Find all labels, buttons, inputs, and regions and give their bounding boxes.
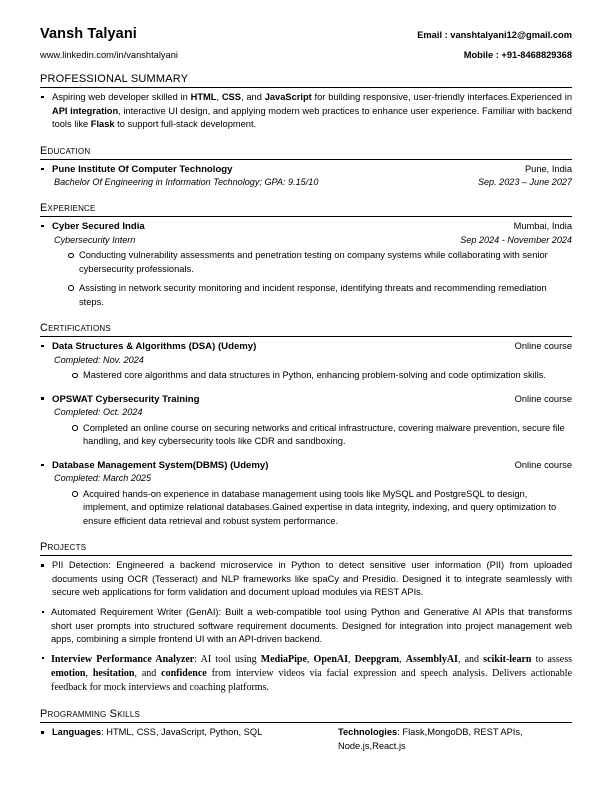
certification-bullet-text: Completed an online course on securing networks and critical infrastructure, covering malware prevention, secure file handling, and key cybersecurity tools like CDR and sandboxing. [83,422,565,447]
section-programming-skills [40,708,572,753]
certification-mode: Online course [514,459,572,470]
certification-completed: Completed: Nov. 2024 [54,354,144,365]
certification-entry-head [40,340,572,353]
divider-skills [40,722,572,723]
project-description: Automated Requirement Writer (GenAI): Built a web-compatible tool using Python and Generative AI APIs that transforms short user prompts into structured software requirement documents. Designed for integration into project management web apps, combining a simple frontend UI with an API-driven backend. [51,607,572,645]
education-entry [40,163,572,189]
project-description: PII Detection: Engineered a backend microservice in Python to detect sensitive user information (PII) from uploaded documents using OCR (Tesseract) and NLP frameworks like spaCy and Presidio. Designed it to integrate seamlessly with secure web applications for form validation and document upload modules via REST APIs. [52,560,572,598]
certification-entry-left [40,340,515,353]
skills-languages [52,726,338,739]
skills-technologies [338,726,572,753]
skills-row [40,726,572,753]
list-item [40,282,572,309]
summary-bold-html: HTML [190,92,217,102]
section-certifications [40,322,572,528]
list-item [40,369,572,382]
certification-bullets [40,422,572,449]
certification-entry-head [40,459,572,472]
education-entry-head [40,163,572,176]
circle-bullet-icon [70,488,83,501]
certification-entry [40,340,572,383]
certification-entry [40,393,572,449]
linkedin-url[interactable]: www.linkedin.com/in/vanshtalyani [40,50,178,60]
header-secondary [40,50,572,60]
summary-bold-css: CSS [221,92,241,102]
certification-entry [40,459,572,529]
section-title-experience: Experience [40,202,96,215]
square-bullet-icon [40,393,52,406]
mobile-text: Mobile : +91-8468829368 [463,50,572,60]
certification-entry-head [40,393,572,406]
circle-bullet-icon [70,369,83,382]
certification-entry-sub [40,472,572,485]
experience-bullet-text: Conducting vulnerability assessments and penetration testing on company systems while collaborating with senior cybersecurity professionals. [79,250,548,274]
section-title-education: Education [40,144,91,157]
experience-bullets [40,249,572,309]
summary-text [52,91,572,132]
certification-entry-left [40,393,515,406]
experience-entry-sub [40,234,572,247]
circle-bullet-icon [66,249,79,262]
list-item [40,249,572,276]
skills-languages-label: Languages [52,727,102,738]
section-experience [40,202,572,309]
certification-title: Database Management System(DBMS) (Udemy) [52,459,269,471]
divider-projects [40,555,572,556]
certification-bullet-text: Mastered core algorithms and data structures in Python, enhancing problem-solving and code optimization skills. [83,370,547,381]
project-item [40,559,572,600]
skills-languages-value: : HTML, CSS, JavaScript, Python, SQL [101,727,263,738]
experience-entry-head [40,220,572,233]
email-text: Email : vanshtalyani12@gmail.com [417,30,572,40]
certification-completed: Completed: March 2025 [54,473,152,484]
section-title-projects: Projects [40,541,87,554]
square-bullet-icon [40,163,52,176]
certification-bullets [40,369,572,382]
experience-company: Cyber Secured India [52,221,145,233]
experience-entry [40,220,572,309]
summary-bullet-row [40,91,572,132]
section-projects [40,541,572,695]
education-degree: Bachelor Of Engineering in Information Technology; GPA: 9.15/10 [54,177,319,188]
experience-bullet-text: Assisting in network security monitoring and incident response, identifying threats and recommending remediation steps. [79,283,547,307]
summary-part-6: to support full-stack development. [114,119,257,130]
list-item [40,422,572,449]
divider-summary [40,87,572,88]
experience-dates: Sep 2024 - November 2024 [460,234,572,245]
divider-experience [40,216,572,217]
summary-part-5: , interactive UI design, and applying modern web practices to enhance user experience. Familiar with backend tools like [52,105,572,130]
summary-bold-api: API integration [52,105,119,116]
experience-location: Mumbai, India [513,221,572,232]
section-professional-summary [40,73,572,132]
skills-technologies-label: Technologies [338,727,398,738]
section-title-skills: Programming Skills [40,708,141,721]
summary-part-1: Aspiring web developer skilled in [52,92,191,102]
circle-bullet-icon [70,422,83,435]
square-bullet-icon [40,653,51,667]
circle-bullet-icon [66,282,79,295]
education-entry-left [40,163,525,176]
square-bullet-icon [40,220,52,233]
skills-technologies-value: : Flask,MongoDB, REST APIs, Node.js,React.js [338,727,523,751]
certification-title: Data Structures & Algorithms (DSA) (Udemy) [52,341,257,353]
education-dates: Sep. 2023 – June 2027 [477,177,572,188]
section-education [40,145,572,189]
experience-entry-left [40,220,514,233]
section-title-summary: PROFESSIONAL SUMMARY [40,73,189,85]
certification-completed: Completed: Oct. 2024 [54,407,143,418]
project-item [40,606,572,647]
project-item [40,653,572,696]
summary-bold-flask: Flask [90,119,115,130]
square-bullet-icon [40,726,52,739]
summary-part-4: for building responsive, user-friendly interfaces.Experienced in [311,92,572,102]
square-bullet-icon [40,91,52,104]
summary-part-2: , [216,92,222,102]
education-institution: Pune Institute Of Computer Technology [52,163,233,175]
list-item [40,488,572,528]
square-bullet-icon [40,340,52,353]
divider-certifications [40,336,572,337]
certification-entry-sub [40,354,572,367]
certification-bullets [40,488,572,528]
summary-bold-javascript: JavaScript [264,92,312,102]
square-bullet-icon [40,559,52,572]
certification-entry-sub [40,406,572,419]
candidate-name: Vansh Talyani [40,26,137,42]
square-bullet-icon [40,606,51,620]
section-title-certifications: Certifications [40,322,111,335]
certification-mode: Online course [514,341,572,352]
certification-entry-left [40,459,515,472]
square-bullet-icon [40,459,52,472]
project-description: Interview Performance Analyzer: AI tool using MediaPipe, OpenAI, Deepgram, AssemblyAI, and scikit-learn to assess emotion, hesitation, and confidence from interview videos via facial expression and speech analysis. Delivers actionable feedback for mock interviews and coaching platforms. [51,653,573,694]
header [40,26,572,42]
education-location: Pune, India [524,163,572,174]
experience-role: Cybersecurity Intern [54,234,136,245]
certification-title: OPSWAT Cybersecurity Training [52,393,200,405]
summary-part-3: , and [240,92,265,102]
education-entry-sub [40,176,572,189]
certification-bullet-text: Acquired hands-on experience in database management using tools like MySQL and PostgreSQL to design, implement, and optimize relational databases.Gained expertise in data integrity, indexing, and query optimization to ensure efficient data retrieval and robust system performance. [83,488,557,526]
divider-education [40,159,572,160]
certification-mode: Online course [514,393,572,404]
